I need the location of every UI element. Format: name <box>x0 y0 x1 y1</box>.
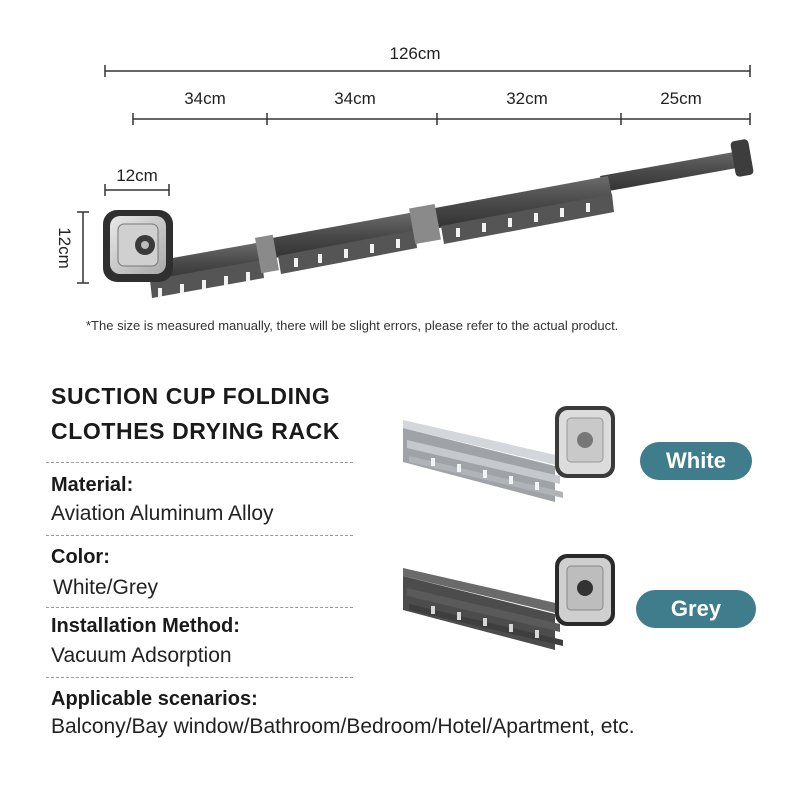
scenarios-label: Applicable scenarios: <box>51 688 258 710</box>
color-label: Color: <box>51 546 110 568</box>
dimension-mount-height: 12cm <box>55 227 74 269</box>
divider <box>46 607 353 608</box>
material-value: Aviation Aluminum Alloy <box>51 502 274 525</box>
divider <box>46 677 353 678</box>
dimension-segment-3: 32cm <box>506 89 548 108</box>
dimension-segment-4: 25cm <box>660 89 702 108</box>
dimension-segment-2: 34cm <box>334 89 376 108</box>
product-title-line-1: SUCTION CUP FOLDING <box>51 383 331 409</box>
installation-value: Vacuum Adsorption <box>51 644 232 667</box>
extended-rack-illustration <box>0 0 800 320</box>
dimension-mount-width: 12cm <box>116 166 158 185</box>
white-rack-image <box>395 400 625 510</box>
variant-white-button[interactable]: White <box>640 442 752 480</box>
dimension-total: 126cm <box>389 44 441 63</box>
divider <box>46 535 353 536</box>
measurement-note: *The size is measured manually, there will be slight errors, please refer to the actual product. <box>86 318 619 333</box>
grey-rack-image <box>395 548 625 658</box>
color-value: White/Grey <box>53 576 159 599</box>
variant-grey-button[interactable]: Grey <box>636 590 756 628</box>
installation-label: Installation Method: <box>51 615 240 637</box>
scenarios-value: Balcony/Bay window/Bathroom/Bedroom/Hotel/Apartment, etc. <box>51 715 635 738</box>
dimension-segment-1: 34cm <box>184 89 226 108</box>
product-title-line-2: CLOTHES DRYING RACK <box>51 418 341 444</box>
material-label: Material: <box>51 474 134 496</box>
divider <box>46 462 353 463</box>
